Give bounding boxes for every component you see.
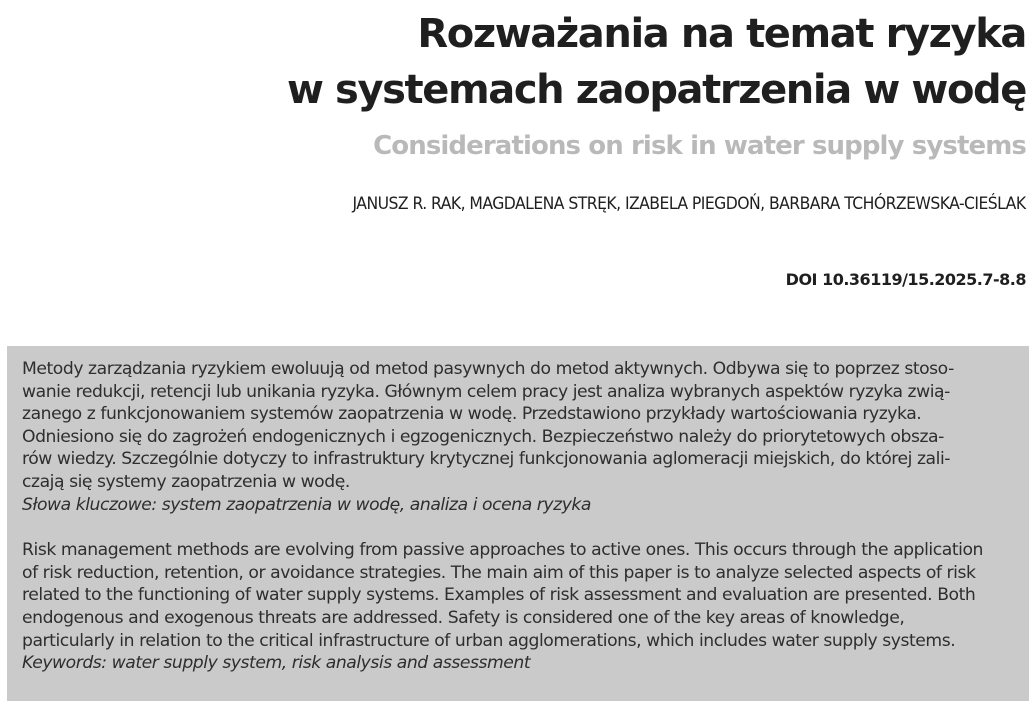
- abstract-polish: [22, 358, 1019, 516]
- abstract-line: Odniesiono się do zagrożeń endogenicznych i egzogenicznych. Bezpieczeństwo należy do priorytetowych obsza-: [22, 426, 944, 447]
- abstract-english: [22, 539, 1019, 675]
- abstract-line: Metody zarządzania ryzykiem ewoluują od metod pasywnych do metod aktywnych. Odbywa się to poprzez stoso-: [22, 359, 954, 379]
- article-title-en: Considerations on risk in water supply systems: [373, 131, 1026, 161]
- abstract-line: related to the functioning of water supply systems. Examples of risk assessment and evaluation are presented. Both: [22, 585, 976, 606]
- abstract-line: of risk reduction, retention, or avoidance strategies. The main aim of this paper is to analyze selected aspects of risk: [22, 562, 976, 583]
- abstract-line: Risk management methods are evolving from passive approaches to active ones. This occurs through the application: [22, 540, 983, 561]
- doi-label: DOI 10.36119/15.2025.7-8.8: [785, 270, 1026, 289]
- title-line: w systemach zaopatrzenia w wodę: [286, 67, 1026, 113]
- abstract-line: particularly in relation to the critical infrastructure of urban agglomerations, which includes water supply systems.: [22, 630, 956, 651]
- abstract-line: czają się systemy zaopatrzenia w wodę.: [22, 471, 350, 492]
- abstract-line: endogenous and exogenous threats are addressed. Safety is considered one of the key areas of knowledge,: [22, 607, 905, 628]
- title-line: Rozważania na temat ryzyka: [417, 11, 1026, 57]
- article-title-pl: [287, 6, 1026, 118]
- keywords-polish: Słowa kluczowe: system zaopatrzenia w wodę, analiza i ocena ryzyka: [22, 494, 592, 515]
- abstract-line: wanie redukcji, retencji lub unikania ryzyka. Głównym celem pracy jest analiza wybranych aspektów ryzyka zwią-: [22, 381, 950, 402]
- abstract-box: [7, 346, 1029, 701]
- paragraph-spacer: [22, 516, 1019, 539]
- keywords-english: Keywords: water supply system, risk analysis and assessment: [22, 653, 531, 674]
- abstract-line: rów wiedzy. Szczególnie dotyczy to infrastruktury krytycznej funkcjonowania aglomeracji miejskich, do której zali-: [22, 449, 951, 470]
- abstract-line: zanego z funkcjonowaniem systemów zaopatrzenia w wodę. Przedstawiono przykłady wartościowania ryzyka.: [22, 404, 922, 425]
- author-list: JANUSZ R. RAK, MAGDALENA STRĘK, IZABELA PIEGDOŃ, BARBARA TCHÓRZEWSKA-CIEŚLAK: [352, 194, 1026, 214]
